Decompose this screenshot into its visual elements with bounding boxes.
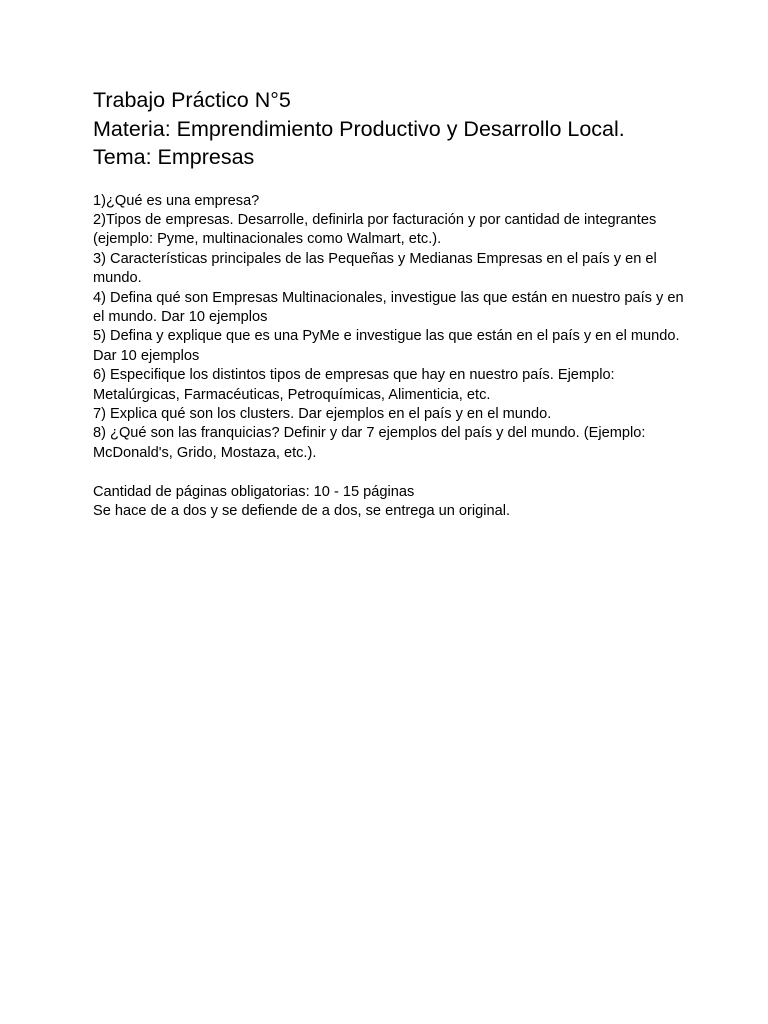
delivery-instructions: Se hace de a dos y se defiende de a dos, se entrega un original. [93,502,511,519]
question-item: 7) Explica qué son los clusters. Dar ejemplos en el país y en el mundo. [93,405,552,422]
page-count-requirement: Cantidad de páginas obligatorias: 10 - 15 páginas [93,483,415,500]
document-page [93,86,693,521]
topic-line: Tema: Empresas [93,145,255,169]
question-item: 8) ¿Qué son las franquicias? Definir y dar 7 ejemplos del país y del mundo. (Ejemplo: McDonald's, Grido, Mostaza, etc.). [93,425,646,461]
question-item: 5) Defina y explique que es una PyMe e investigue las que están en el país y en el mundo. Dar 10 ejemplos [93,328,680,364]
question-item: 6) Especifique los distintos tipos de empresas que hay en nuestro país. Ejemplo: Metalúrgicas, Farmacéuticas, Petroquímicas, Alimenticia, etc. [93,367,615,403]
document-title: Trabajo Práctico N°5 [93,88,291,112]
document-header [93,86,693,172]
question-item: 3) Características principales de las Pequeñas y Medianas Empresas en el país y en el mundo. [93,250,657,287]
question-item: 2)Tipos de empresas. Desarrolle, definirla por facturación y por cantidad de integrantes (ejemplo: Pyme, multinacionales como Walmart, etc.). [93,211,657,248]
instructions-footer [93,483,693,522]
question-item: 1)¿Qué es una empresa? [93,192,260,209]
question-list [93,192,693,464]
subject-line: Materia: Emprendimiento Productivo y Desarrollo Local. [93,116,625,141]
question-item: 4) Defina qué son Empresas Multinacionales, investigue las que están en nuestro país y en el mundo. Dar 10 ejemplos [93,289,684,325]
